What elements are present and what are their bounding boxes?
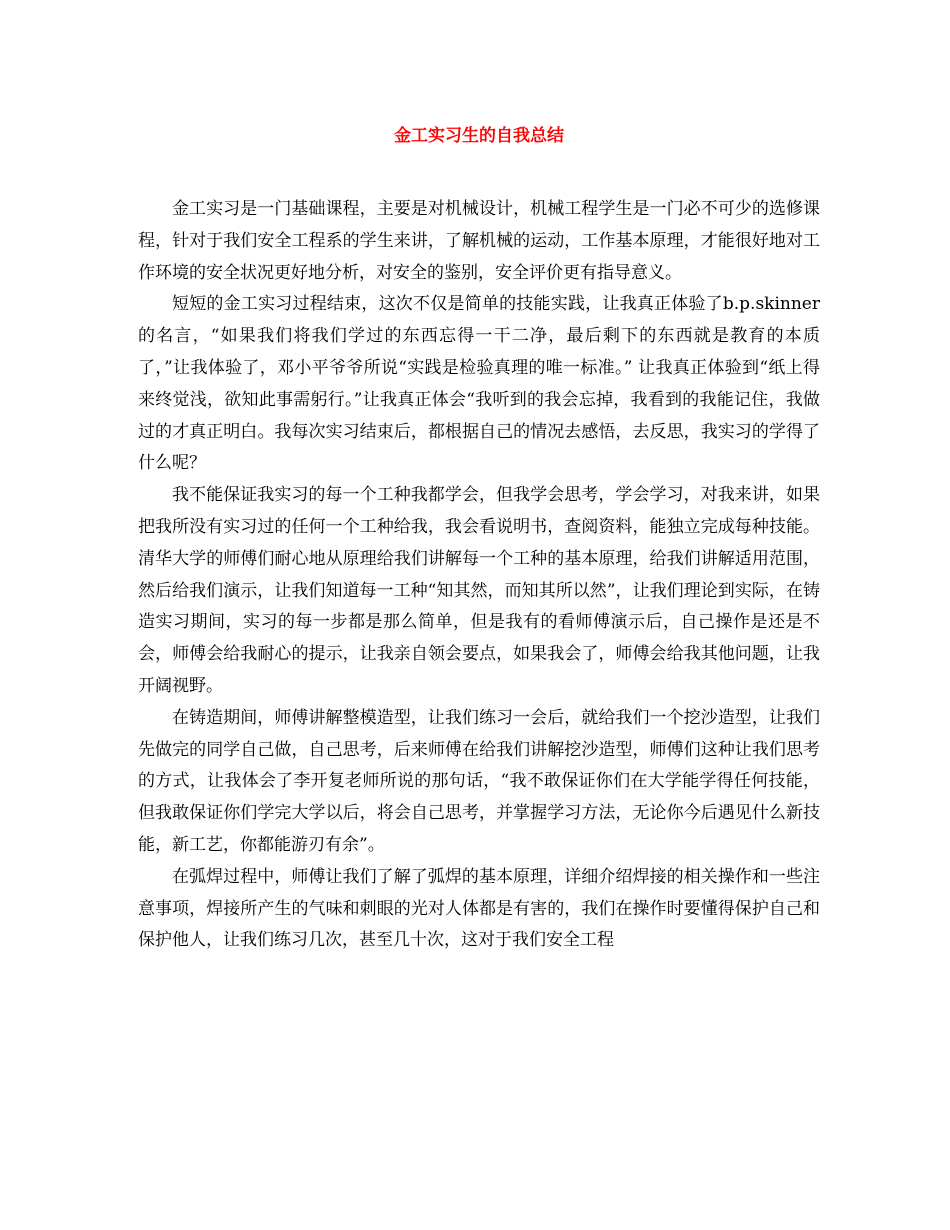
paragraph-2: 短短的金工实习过程结束，这次不仅是简单的技能实践，让我真正体验了b.p.skinner的名言，“如果我们将我们学过的东西忘得一干二净，最后剩下的东西就是教育的本质了，”让我体验了，邓小平爷爷所说“实践是检验真理的唯一标准。” 让我真正体验到“纸上得来终觉浅，欲知此事需躬行。”让我真正体会“我听到的我会忘掉，我看到的我能记住，我做过的才真正明白。我每次实习结束后，都根据自己的情况去感悟，去反思，我实习的学得了什么呢？ bbox=[138, 294, 820, 474]
document-body bbox=[138, 194, 820, 957]
paragraph-5: 在弧焊过程中，师傅让我们了解了弧焊的基本原理，详细介绍焊接的相关操作和一些注意事项，焊接所产生的气味和刺眼的光对人体都是有害的，我们在操作时要懂得保护自己和保护他人，让我们练习几次，甚至几十次，这对于我们安全工程 bbox=[138, 866, 820, 951]
paragraph-3: 我不能保证我实习的每一个工种我都学会，但我学会思考，学会学习，对我来讲，如果把我所没有实习过的任何一个工种给我，我会看说明书，查阅资料，能独立完成每种技能。清华大学的师傅们耐心地从原理给我们讲解每一个工种的基本原理，给我们讲解适用范围，然后给我们演示，让我们知道每一工种“知其然，而知其所以然”，让我们理论到实际，在铸造实习期间，实习的每一步都是那么简单，但是我有的看师傅演示后，自己操作是还是不会，师傅会给我耐心的提示，让我亲自领会要点，如果我会了，师傅会给我其他问题，让我开阔视野。 bbox=[138, 485, 820, 696]
document-title: 金工实习生的自我总结 bbox=[394, 126, 564, 146]
paragraph-4: 在铸造期间，师傅讲解整模造型，让我们练习一会后，就给我们一个挖沙造型，让我们先做完的同学自己做，自己思考，后来师傅在给我们讲解挖沙造型，师傅们这种让我们思考的方式，让我体会了李开复老师所说的那句话，“我不敢保证你们在大学能学得任何技能，但我敢保证你们学完大学以后，将会自己思考，并掌握学习方法，无论你今后遇见什么新技能，新工艺，你都能游刃有余”。 bbox=[138, 707, 820, 855]
document-page bbox=[138, 0, 820, 957]
paragraph-1: 金工实习是一门基础课程，主要是对机械设计，机械工程学生是一门必不可少的选修课程，针对于我们安全工程系的学生来讲，了解机械的运动，工作基本原理，才能很好地对工作环境的安全状况更好地分析，对安全的鉴别，安全评价更有指导意义。 bbox=[138, 199, 820, 283]
